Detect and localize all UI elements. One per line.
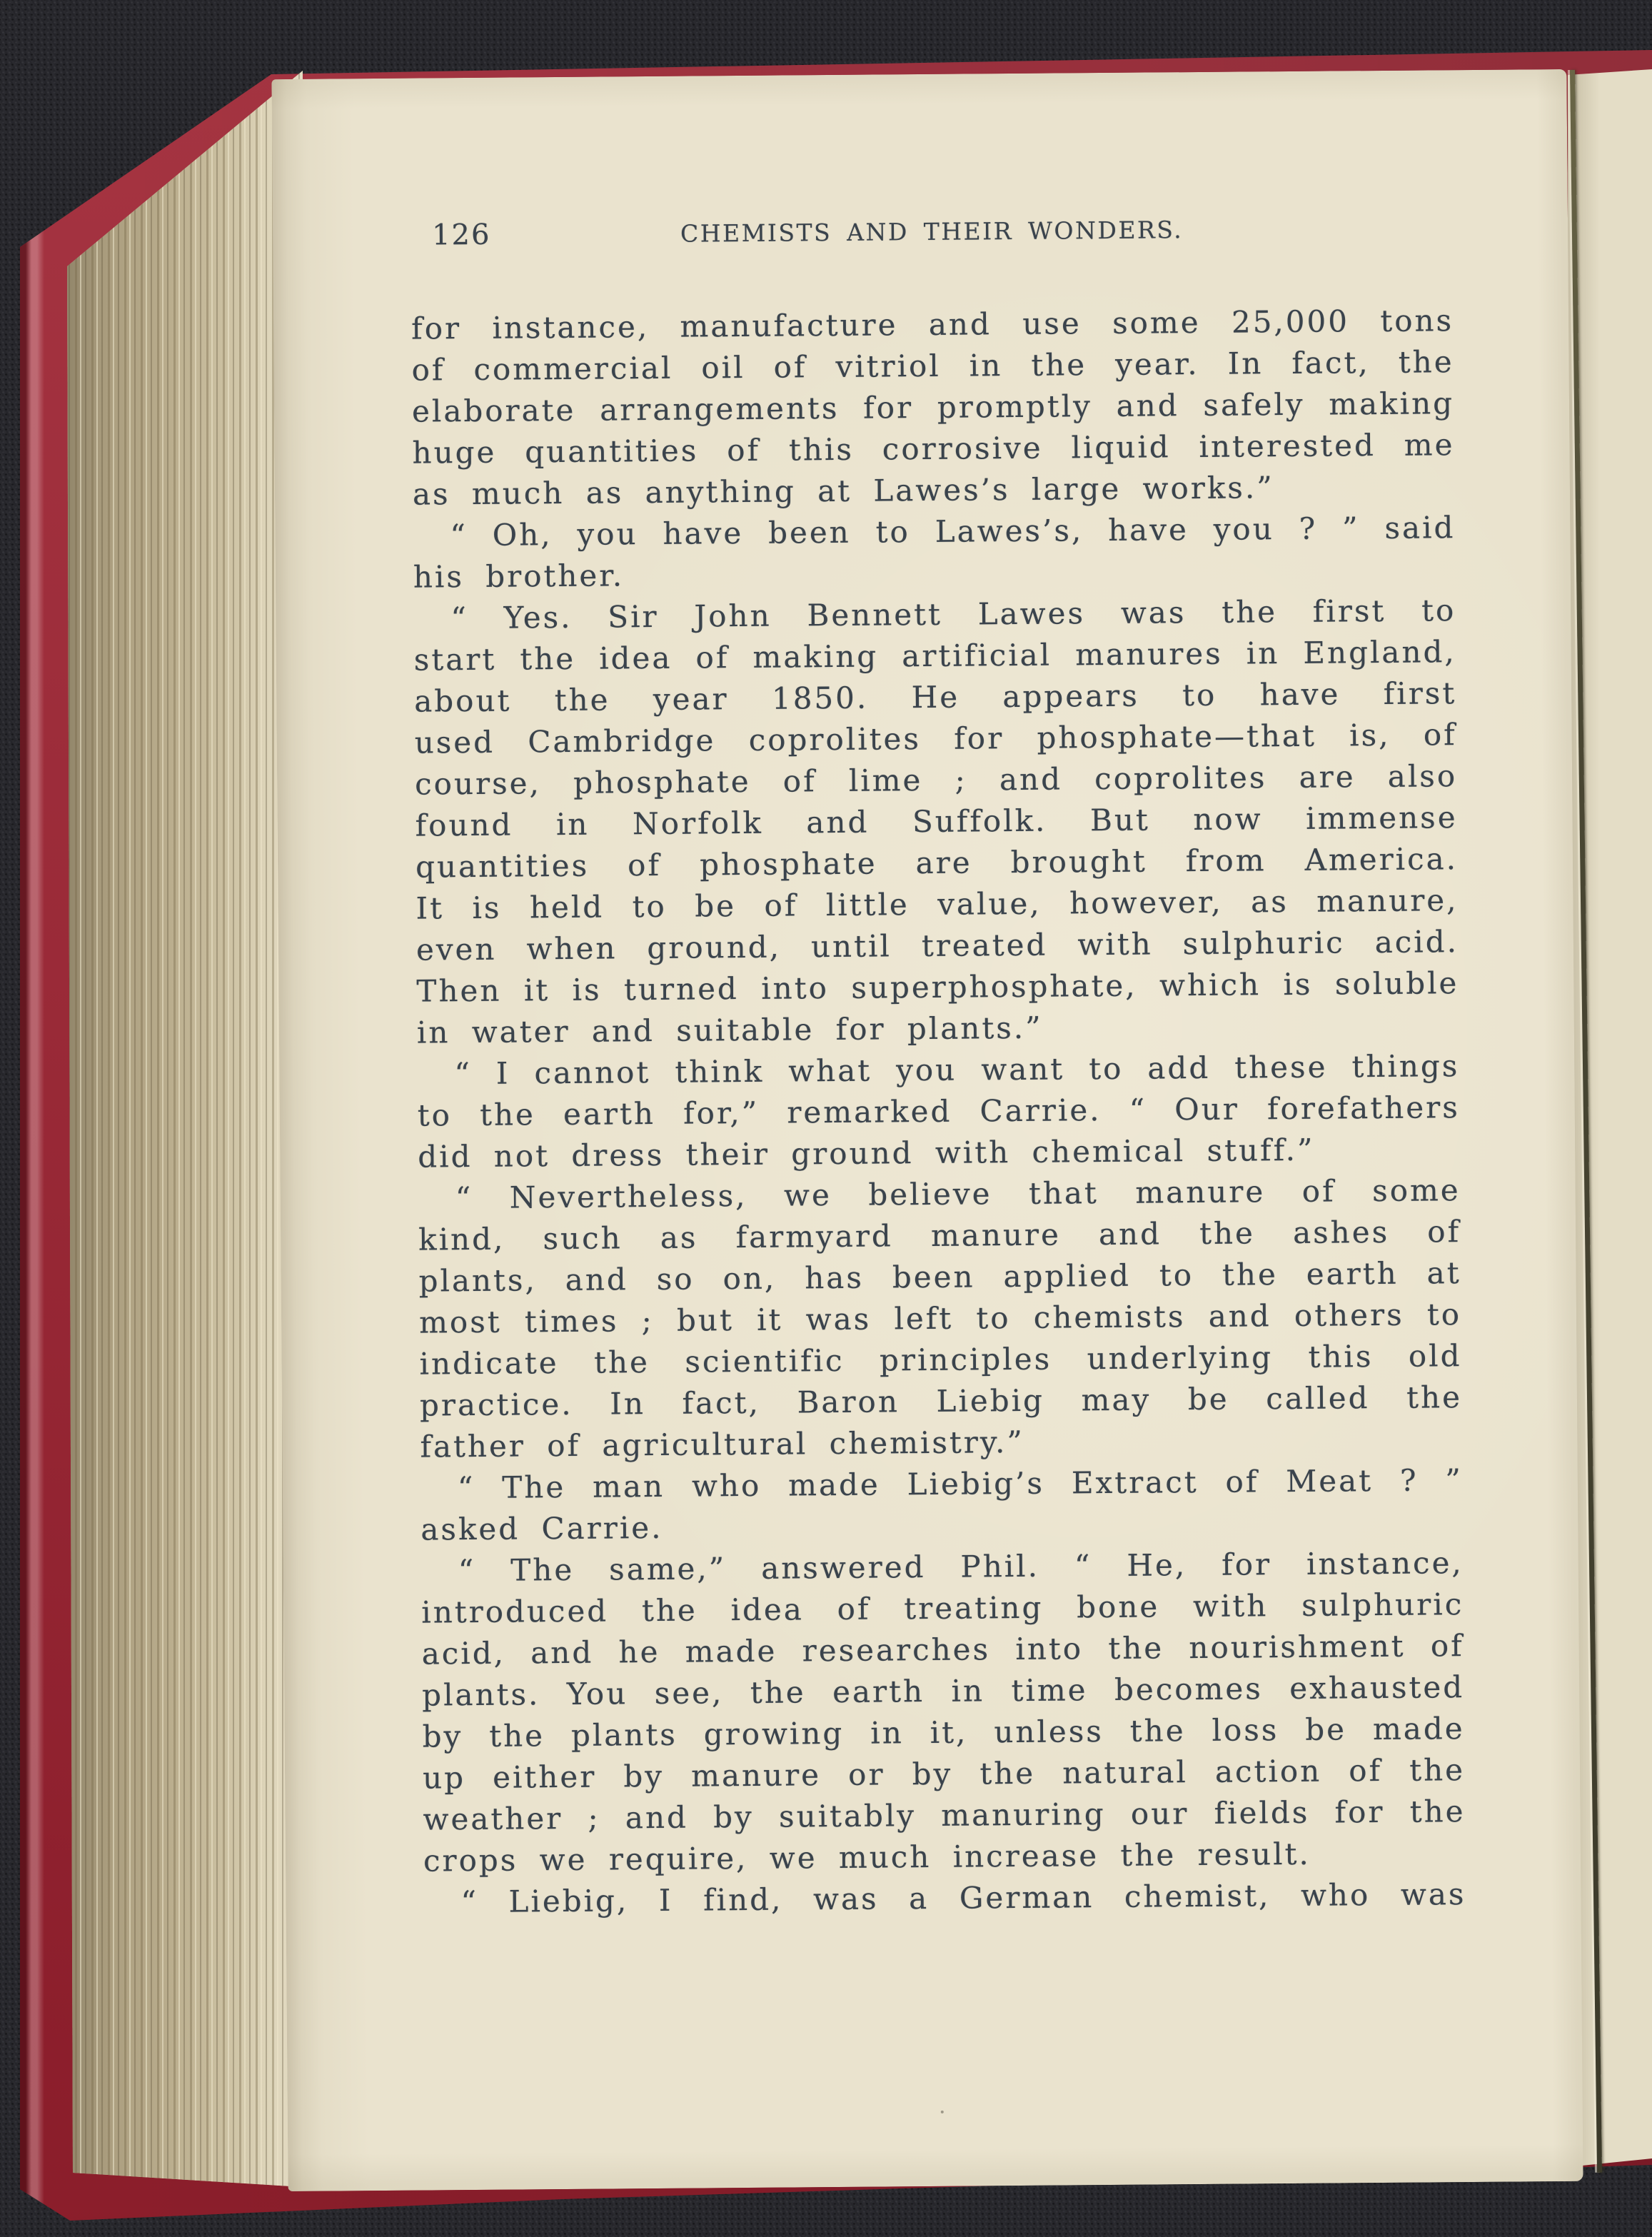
running-header: CHEMISTS AND THEIR WONDERS. [680, 216, 1184, 248]
text-line: his brother. [413, 558, 625, 595]
text-line: father of agricultural chemistry.” [420, 1424, 1025, 1464]
text-line: found in Norfolk and Suffolk. But now immense [415, 800, 1458, 843]
text-line: up either by manure or by the natural action of the [422, 1752, 1466, 1796]
text-line: “ I cannot think what you want to add these things [454, 1048, 1460, 1092]
paper-speck [941, 2111, 944, 2113]
text-line: start the idea of making artificial manures in England, [413, 634, 1456, 678]
page-header [411, 210, 1453, 255]
text-line: most times ; but it was left to chemists and others to [418, 1297, 1462, 1340]
text-line: even when ground, until treated with sulphuric acid. [415, 924, 1459, 967]
text-line: plants, and so on, has been applied to the earth at [418, 1255, 1461, 1299]
fore-edge-page-stack [59, 61, 303, 2196]
text-line: “ Liebig, I find, was a German chemist, who was [460, 1876, 1466, 1920]
text-line: “ Nevertheless, we believe that manure of some [455, 1172, 1461, 1216]
text-line: did not dress their ground with chemical stuff.” [418, 1132, 1315, 1175]
text-line: “ The man who made Liebig’s Extract of Meat ? ” [457, 1462, 1464, 1506]
text-line: course, phosphate of lime ; and coprolites are also [414, 758, 1458, 802]
text-line: used Cambridge coprolites for phosphate—that is, of [414, 717, 1457, 760]
text-line: of commercial oil of vitriol in the year. In fact, the [411, 344, 1454, 388]
text-line: practice. In fact, Baron Liebig may be called the [419, 1379, 1463, 1423]
text-line: plants. You see, the earth in time becomes exhausted [421, 1669, 1465, 1713]
text-line: about the year 1850. He appears to have first [414, 675, 1457, 719]
text-line: by the plants growing in it, unless the loss be made [422, 1711, 1465, 1754]
text-line: huge quantities of this corrosive liquid interested me [412, 427, 1455, 471]
text-line: acid, and he made researches into the nourishment of [421, 1628, 1464, 1672]
text-line: quantities of phosphate are brought from America. [415, 841, 1459, 885]
page-number: 126 [431, 218, 491, 252]
text-line: “ Yes. Sir John Bennett Lawes was the first to [450, 593, 1456, 636]
text-line: “ Oh, you have been to Lawes’s, have you ? ” said [450, 510, 1456, 553]
text-line: elaborate arrangements for promptly and safely making [411, 386, 1455, 429]
text-line: for instance, manufacture and use some 25,000 tons [411, 303, 1454, 346]
text-line: indicate the scientific principles underlying this old [419, 1338, 1462, 1382]
text-line: in water and suitable for plants.” [416, 1010, 1043, 1050]
text-line: Then it is turned into superphosphate, which is soluble [416, 965, 1459, 1009]
text-line: crops we require, we much increase the result. [423, 1836, 1311, 1879]
text-line: kind, such as farmyard manure and the ashes of [418, 1214, 1461, 1257]
text-line: “ The same,” answered Phil. “ He, for instance, [458, 1545, 1464, 1589]
body-text [411, 300, 1466, 1923]
text-line: as much as anything at Lawes’s large works.” [412, 470, 1274, 512]
text-line: introduced the idea of treating bone with sulphuric [421, 1587, 1464, 1630]
text-line: weather ; and by suitably manuring our fields for the [423, 1794, 1466, 1837]
text-line: to the earth for,” remarked Carrie. “ Our forefathers [417, 1090, 1460, 1133]
text-line: asked Carrie. [420, 1509, 663, 1547]
text-line: It is held to be of little value, however, as manure, [415, 883, 1459, 926]
book-page [271, 69, 1583, 2191]
